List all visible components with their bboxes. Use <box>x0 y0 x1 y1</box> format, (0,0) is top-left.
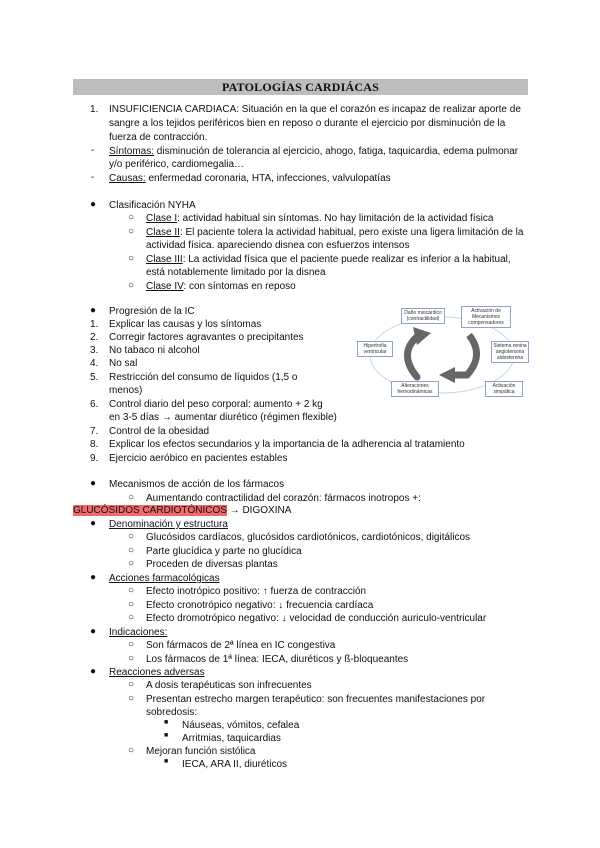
list-item: Son fármacos de 2ª línea en IC congestiva <box>146 640 336 651</box>
list-item: Glucósidos cardíacos, glucósidos cardiotónicos, cardiotónicos, digitálicos <box>146 532 471 543</box>
list-number: 1. <box>90 104 99 115</box>
list-item-cont: sobredosis: <box>146 707 198 718</box>
list-item: Explicar las causas y los síntomas <box>109 319 262 330</box>
list-item: Parte glucídica y parte no glucídica <box>146 546 302 557</box>
list-item: A dosis terapéuticas son infrecuentes <box>146 680 312 691</box>
sintomas-label: Síntomas: <box>109 146 155 157</box>
denominacion-heading: Denominación y estructura <box>109 519 228 530</box>
circle-bullet: ○ <box>128 212 135 223</box>
circle-bullet: ○ <box>128 653 135 664</box>
box-mecanismos-compensadores: Activación de Mecanismos compensadores <box>461 306 511 328</box>
box-dano-miocardico: Daño miocárdico (contractilidad) <box>401 308 445 324</box>
list-item: Náuseas, vómitos, cefalea <box>182 720 300 731</box>
circle-bullet: ○ <box>128 280 135 291</box>
list-item: Restricción del consumo de líquidos (1,5 o <box>109 372 298 383</box>
bullet-dot: ● <box>90 626 97 637</box>
list-item: Explicar los efectos secundarios y la importancia de la adherencia al tratamiento <box>109 439 465 450</box>
list-item: Corregir factores agravantes o precipitantes <box>109 332 304 343</box>
bullet-dot: ● <box>90 305 97 316</box>
ic-heading: INSUFICIENCIA CARDIACA: <box>109 104 240 115</box>
list-item-cont: menos) <box>109 385 143 396</box>
acciones-heading: Acciones farmacológicas <box>109 573 220 584</box>
circle-bullet: ○ <box>128 585 135 596</box>
circle-bullet: ○ <box>128 226 135 237</box>
list-item: Mejoran función sistólica <box>146 746 256 757</box>
nyha-class-1: Clase I: actividad habitual sin síntomas. No hay limitación de la actividad física <box>146 213 494 224</box>
circle-bullet: ○ <box>128 693 135 704</box>
page-title: PATOLOGÍAS CARDIÁCAS <box>221 80 380 94</box>
progresion-heading: Progresión de la IC <box>109 306 195 317</box>
dash-bullet: - <box>91 145 95 156</box>
square-bullet: ■ <box>164 732 169 739</box>
mecanismos-heading: Mecanismos de acción de los fármacos <box>109 479 285 490</box>
circle-bullet: ○ <box>128 679 135 690</box>
box-hipertrofia: Hipertrofia ventricular <box>357 341 393 357</box>
nyha-class-3: Clase III: La actividad física que el paciente puede realizar es inferior a la habitual, <box>146 254 511 265</box>
circle-bullet: ○ <box>128 745 135 756</box>
circle-bullet: ○ <box>128 558 135 569</box>
page-title-bar <box>73 79 528 95</box>
ic-definition-line-1: INSUFICIENCIA CARDIACA: Situación en la que el corazón es incapaz de realizar aporte de <box>109 104 521 115</box>
circle-bullet: ○ <box>128 492 135 503</box>
list-item: Arritmias, taquicardias <box>182 733 281 744</box>
list-item: No sal <box>109 358 138 369</box>
bullet-dot: ● <box>90 518 97 529</box>
glucosidos-line: GLUCÓSIDOS CARDIOTÓNICOS → DIGOXINA <box>73 505 292 516</box>
causas-label: Causas: <box>109 173 146 184</box>
indicaciones-heading: Indicaciones: <box>109 627 168 638</box>
box-activacion-simpatica: Activación simpática <box>485 381 523 397</box>
list-item: Proceden de diversas plantas <box>146 559 278 570</box>
bullet-dot: ● <box>90 478 97 489</box>
ic-definition-line-3: fuerza de contracción. <box>109 132 208 143</box>
causas-line: Causas: enfermedad coronaria, HTA, infecciones, valvulopatías <box>109 173 391 184</box>
bullet-dot: ● <box>90 199 97 210</box>
nyha-class-2: Clase II: El paciente tolera la actividad habitual, pero existe una ligera limitación de la <box>146 227 524 238</box>
circle-bullet: ○ <box>128 253 135 264</box>
mecanismos-sub: Aumentando contractilidad del corazón: fármacos inotropos +: <box>146 493 421 504</box>
ic-cycle-diagram <box>357 305 527 405</box>
list-item: No tabaco ni alcohol <box>109 345 200 356</box>
sintomas-line-1: Síntomas: disminución de tolerancia al ejercicio, ahogo, fatiga, taquicardia, edema pulmonar <box>109 146 519 157</box>
box-sraa: Sistema renina angiotensina aldosterona <box>491 341 529 363</box>
nyha-class-2-cont: actividad física. apareciendo disnea con esfuerzos intensos <box>146 240 410 251</box>
square-bullet: ■ <box>164 758 169 765</box>
circle-bullet: ○ <box>128 612 135 623</box>
dash-bullet: - <box>91 172 95 183</box>
reacciones-heading: Reacciones adversas <box>109 667 205 678</box>
bullet-dot: ● <box>90 666 97 677</box>
list-item: Los fármacos de 1ª línea: IECA, diuréticos y ß-bloqueantes <box>146 654 409 665</box>
box-alteraciones-hemodinamicas: Alteraciones hemodinámicas <box>391 381 439 397</box>
list-item: IECA, ARA II, diuréticos <box>182 759 288 770</box>
list-item: Efecto dromotrópico negativo: ↓ velocidad de conducción auriculo-ventricular <box>146 613 487 624</box>
list-item: Control diario del peso corporal: aumento + 2 kg <box>109 399 323 410</box>
list-item: Presentan estrecho margen terapéutico: son frecuentes manifestaciones por <box>146 694 486 705</box>
square-bullet: ■ <box>164 719 169 726</box>
list-item-cont: en 3-5 días → aumentar diurético (régimen flexible) <box>109 412 337 423</box>
circle-bullet: ○ <box>128 545 135 556</box>
list-item: Efecto inotrópico positivo: ↑ fuerza de contracción <box>146 586 367 597</box>
list-item: Efecto cronotrópico negativo: ↓ frecuencia cardíaca <box>146 600 374 611</box>
nyha-class-4: Clase IV: con síntomas en reposo <box>146 281 296 292</box>
glucosidos-highlight: GLUCÓSIDOS CARDIOTÓNICOS <box>73 505 227 516</box>
circle-bullet: ○ <box>128 599 135 610</box>
sintomas-line-2: y/o periférico, cardiomegalia… <box>109 159 245 170</box>
nyha-class-3-cont: está notablemente limitado por la disnea <box>146 267 326 278</box>
nyha-heading: Clasificación NYHA <box>109 200 196 211</box>
ic-definition-line-2: sangre a los tejidos periféricos bien en reposo o durante el ejercicio por disminución de la <box>109 118 506 129</box>
circle-bullet: ○ <box>128 639 135 650</box>
list-item: Ejercicio aeróbico en pacientes estables <box>109 453 288 464</box>
circle-bullet: ○ <box>128 531 135 542</box>
bullet-dot: ● <box>90 572 97 583</box>
list-item: Control de la obesidad <box>109 426 210 437</box>
